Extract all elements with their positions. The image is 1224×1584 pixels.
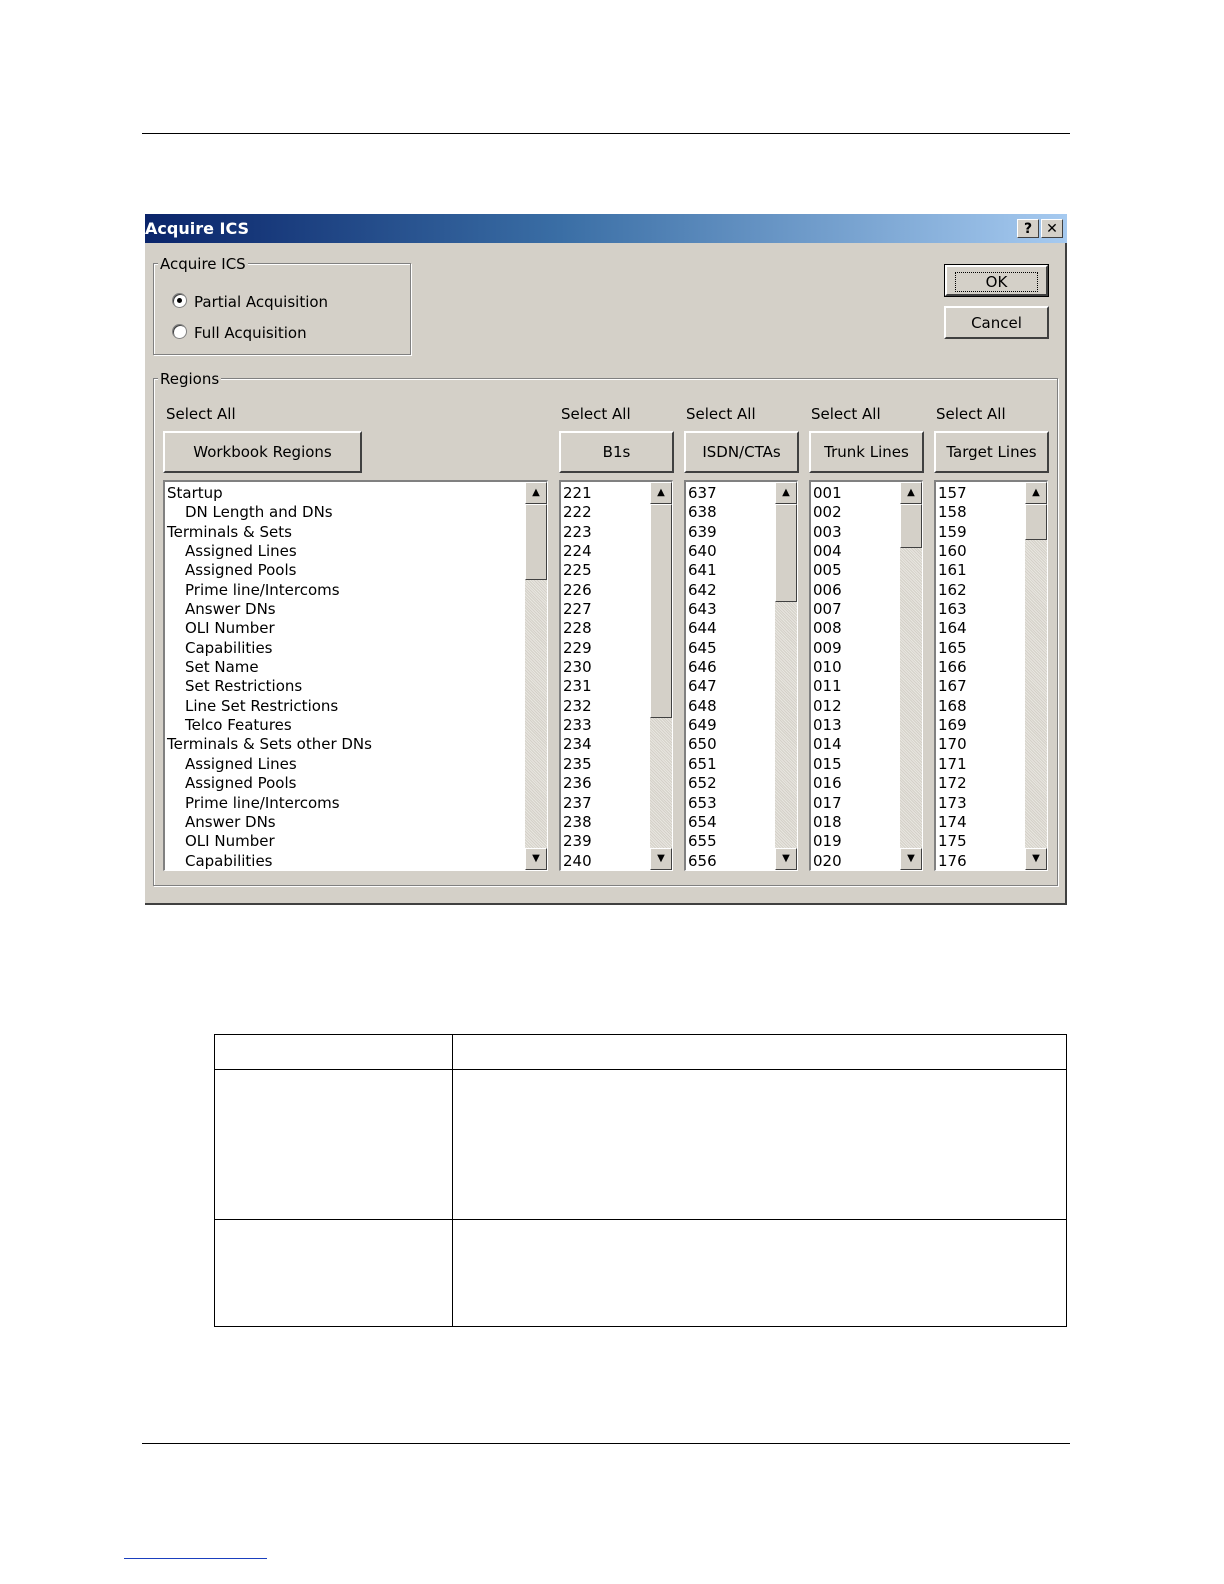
scroll-thumb[interactable] (1025, 504, 1047, 540)
list-item[interactable]: 008 (813, 619, 842, 638)
trunk-lines-button[interactable]: Trunk Lines (809, 431, 924, 473)
list-item[interactable]: 226 (563, 580, 592, 599)
list-item[interactable]: 653 (688, 793, 717, 812)
workbook-regions-button[interactable]: Workbook Regions (163, 431, 362, 473)
list-item[interactable]: 237 (563, 793, 592, 812)
scroll-down-icon[interactable]: ▼ (525, 848, 547, 870)
list-item[interactable]: 009 (813, 638, 842, 657)
list-item[interactable]: 637 (688, 484, 717, 502)
scroll-thumb[interactable] (650, 504, 672, 718)
list-item[interactable]: 224 (563, 542, 592, 561)
list-item[interactable]: 161 (938, 561, 967, 580)
list-item[interactable]: 174 (938, 812, 967, 831)
scroll-thumb[interactable] (775, 504, 797, 602)
scroll-up-icon[interactable]: ▲ (650, 482, 672, 504)
list-item[interactable]: 646 (688, 658, 717, 677)
list-item[interactable]: 231 (563, 677, 592, 696)
acquire-ics-dialog (145, 214, 1067, 905)
full-acquisition-label[interactable]: Full Acquisition (194, 324, 307, 342)
b1s-list[interactable] (559, 480, 673, 871)
list-item[interactable]: 652 (688, 774, 717, 793)
list-item[interactable]: Answer DNs (185, 600, 276, 619)
list-item[interactable]: 166 (938, 658, 967, 677)
list-item[interactable]: Telco Features (185, 716, 292, 735)
list-item[interactable]: 158 (938, 503, 967, 522)
list-item[interactable]: 236 (563, 774, 592, 793)
list-item[interactable]: 173 (938, 793, 967, 812)
isdn-ctas-list[interactable] (684, 480, 798, 871)
list-item[interactable]: 018 (813, 812, 842, 831)
list-item[interactable]: Assigned Lines (185, 754, 297, 773)
list-item[interactable]: 163 (938, 600, 967, 619)
isdn-ctas-scrollbar[interactable] (775, 482, 797, 870)
partial-acquisition-label[interactable]: Partial Acquisition (194, 293, 329, 311)
list-item[interactable]: 157 (938, 484, 967, 502)
list-item[interactable]: 160 (938, 542, 967, 561)
table-column-divider (452, 1035, 453, 1326)
cancel-button[interactable]: Cancel (944, 306, 1049, 339)
list-item[interactable]: 004 (813, 542, 842, 561)
trunk-lines-scrollbar[interactable] (900, 482, 922, 870)
list-item[interactable]: 017 (813, 793, 842, 812)
footer-link-underline[interactable] (124, 1558, 267, 1559)
list-item[interactable]: 227 (563, 600, 592, 619)
list-item[interactable]: 162 (938, 580, 967, 599)
list-item[interactable]: 233 (563, 716, 592, 735)
select-all-b1s-label: Select All (561, 405, 631, 423)
list-item[interactable]: 235 (563, 754, 592, 773)
target-lines-items (938, 484, 967, 871)
list-item[interactable]: 221 (563, 484, 592, 502)
workbook-regions-list[interactable] (163, 480, 548, 871)
full-acquisition-radio[interactable] (172, 324, 187, 339)
list-item[interactable]: 222 (563, 503, 592, 522)
list-item[interactable]: 001 (813, 484, 842, 502)
regions-legend: Regions (160, 370, 220, 388)
target-lines-list[interactable] (934, 480, 1048, 871)
select-all-target-label: Select All (936, 405, 1006, 423)
close-icon[interactable]: ✕ (1041, 219, 1063, 238)
list-item[interactable]: Terminals & Sets (167, 522, 292, 541)
workbook-regions-scrollbar[interactable] (525, 482, 547, 870)
list-item[interactable]: 649 (688, 716, 717, 735)
list-item[interactable]: 647 (688, 677, 717, 696)
list-item[interactable]: 644 (688, 619, 717, 638)
list-item[interactable]: 223 (563, 522, 592, 541)
list-item[interactable]: 239 (563, 832, 592, 851)
help-icon[interactable]: ? (1017, 219, 1039, 238)
list-item[interactable]: Set Restrictions (185, 677, 303, 696)
list-item[interactable]: 002 (813, 503, 842, 522)
table-row-divider (215, 1219, 1066, 1220)
scroll-up-icon[interactable]: ▲ (1025, 482, 1047, 504)
list-item[interactable]: 007 (813, 600, 842, 619)
list-item[interactable]: 240 (563, 851, 592, 870)
list-item[interactable]: 651 (688, 754, 717, 773)
scroll-up-icon[interactable]: ▲ (775, 482, 797, 504)
list-item[interactable]: 643 (688, 600, 717, 619)
select-all-workbook-label: Select All (166, 405, 236, 423)
list-item[interactable]: 640 (688, 542, 717, 561)
ok-label: OK (955, 272, 1039, 292)
description-table (214, 1034, 1067, 1327)
list-item[interactable]: Assigned Pools (185, 774, 297, 793)
list-item[interactable]: OLI Number (185, 619, 275, 638)
list-item[interactable]: 015 (813, 754, 842, 773)
list-item[interactable]: 020 (813, 851, 842, 870)
list-item[interactable]: 238 (563, 812, 592, 831)
list-item[interactable]: 639 (688, 522, 717, 541)
scroll-down-icon[interactable]: ▼ (900, 848, 922, 870)
b1s-scrollbar[interactable] (650, 482, 672, 870)
list-item[interactable]: 169 (938, 716, 967, 735)
header-rule (142, 133, 1070, 134)
list-item[interactable]: 175 (938, 832, 967, 851)
workbook-regions-items (167, 484, 372, 871)
list-item[interactable]: 229 (563, 638, 592, 657)
list-item[interactable]: 225 (563, 561, 592, 580)
ok-button[interactable] (945, 265, 1048, 296)
scroll-down-icon[interactable]: ▼ (650, 848, 672, 870)
select-all-trunk-label: Select All (811, 405, 881, 423)
list-item[interactable]: Prime line/Intercoms (185, 793, 340, 812)
trunk-lines-list[interactable] (809, 480, 923, 871)
partial-acquisition-radio[interactable] (172, 293, 187, 308)
target-lines-scrollbar[interactable] (1025, 482, 1047, 870)
scroll-up-icon[interactable]: ▲ (525, 482, 547, 504)
list-item[interactable]: Startup (167, 484, 223, 502)
scroll-thumb[interactable] (900, 504, 922, 548)
list-item[interactable]: 003 (813, 522, 842, 541)
list-item[interactable]: 167 (938, 677, 967, 696)
list-item[interactable]: 232 (563, 696, 592, 715)
list-item[interactable]: 228 (563, 619, 592, 638)
list-item[interactable]: 650 (688, 735, 717, 754)
list-item[interactable]: 164 (938, 619, 967, 638)
list-item[interactable]: 006 (813, 580, 842, 599)
list-item[interactable]: 655 (688, 832, 717, 851)
list-item[interactable]: 005 (813, 561, 842, 580)
list-item[interactable]: 165 (938, 638, 967, 657)
list-item[interactable]: Line Set Restrictions (185, 696, 339, 715)
list-item[interactable]: DN Length and DNs (185, 503, 333, 522)
dialog-title: Acquire ICS (145, 219, 250, 238)
list-item[interactable]: 648 (688, 696, 717, 715)
select-all-isdn-label: Select All (686, 405, 756, 423)
list-item[interactable]: Set Name (185, 658, 259, 677)
list-item[interactable]: 172 (938, 774, 967, 793)
list-item[interactable]: 234 (563, 735, 592, 754)
list-item[interactable]: 638 (688, 503, 717, 522)
list-item[interactable]: Prime line/Intercoms (185, 580, 340, 599)
list-item[interactable]: 014 (813, 735, 842, 754)
list-item[interactable]: Capabilities (185, 638, 273, 657)
isdn-ctas-items (688, 484, 717, 871)
list-item[interactable]: Assigned Lines (185, 542, 297, 561)
list-item[interactable]: Terminals & Sets other DNs (167, 735, 372, 754)
footer-rule (142, 1443, 1070, 1444)
list-item[interactable]: 171 (938, 754, 967, 773)
list-item[interactable]: 176 (938, 851, 967, 870)
list-item[interactable]: OLI Number (185, 832, 275, 851)
b1s-items (563, 484, 592, 871)
list-item[interactable]: 016 (813, 774, 842, 793)
scroll-thumb[interactable] (525, 504, 547, 580)
list-item[interactable]: 654 (688, 812, 717, 831)
trunk-lines-items (813, 484, 842, 871)
dialog-titlebar (145, 214, 1067, 243)
list-item[interactable]: Assigned Pools (185, 561, 297, 580)
list-item[interactable]: 159 (938, 522, 967, 541)
list-item[interactable]: 168 (938, 696, 967, 715)
list-item[interactable]: 012 (813, 696, 842, 715)
b1s-button[interactable]: B1s (559, 431, 674, 473)
scroll-down-icon[interactable]: ▼ (775, 848, 797, 870)
acquire-group-legend: Acquire ICS (160, 255, 246, 273)
list-item[interactable]: 230 (563, 658, 592, 677)
list-item[interactable]: 645 (688, 638, 717, 657)
list-item[interactable]: 019 (813, 832, 842, 851)
list-item[interactable]: Capabilities (185, 851, 273, 870)
target-lines-button[interactable]: Target Lines (934, 431, 1049, 473)
list-item[interactable]: 656 (688, 851, 717, 870)
isdn-ctas-button[interactable]: ISDN/CTAs (684, 431, 799, 473)
table-row-divider (215, 1069, 1066, 1070)
list-item[interactable]: 011 (813, 677, 842, 696)
list-item[interactable]: 170 (938, 735, 967, 754)
scroll-down-icon[interactable]: ▼ (1025, 848, 1047, 870)
list-item[interactable]: 642 (688, 580, 717, 599)
scroll-up-icon[interactable]: ▲ (900, 482, 922, 504)
list-item[interactable]: 641 (688, 561, 717, 580)
list-item[interactable]: Answer DNs (185, 812, 276, 831)
list-item[interactable]: 013 (813, 716, 842, 735)
list-item[interactable]: 010 (813, 658, 842, 677)
